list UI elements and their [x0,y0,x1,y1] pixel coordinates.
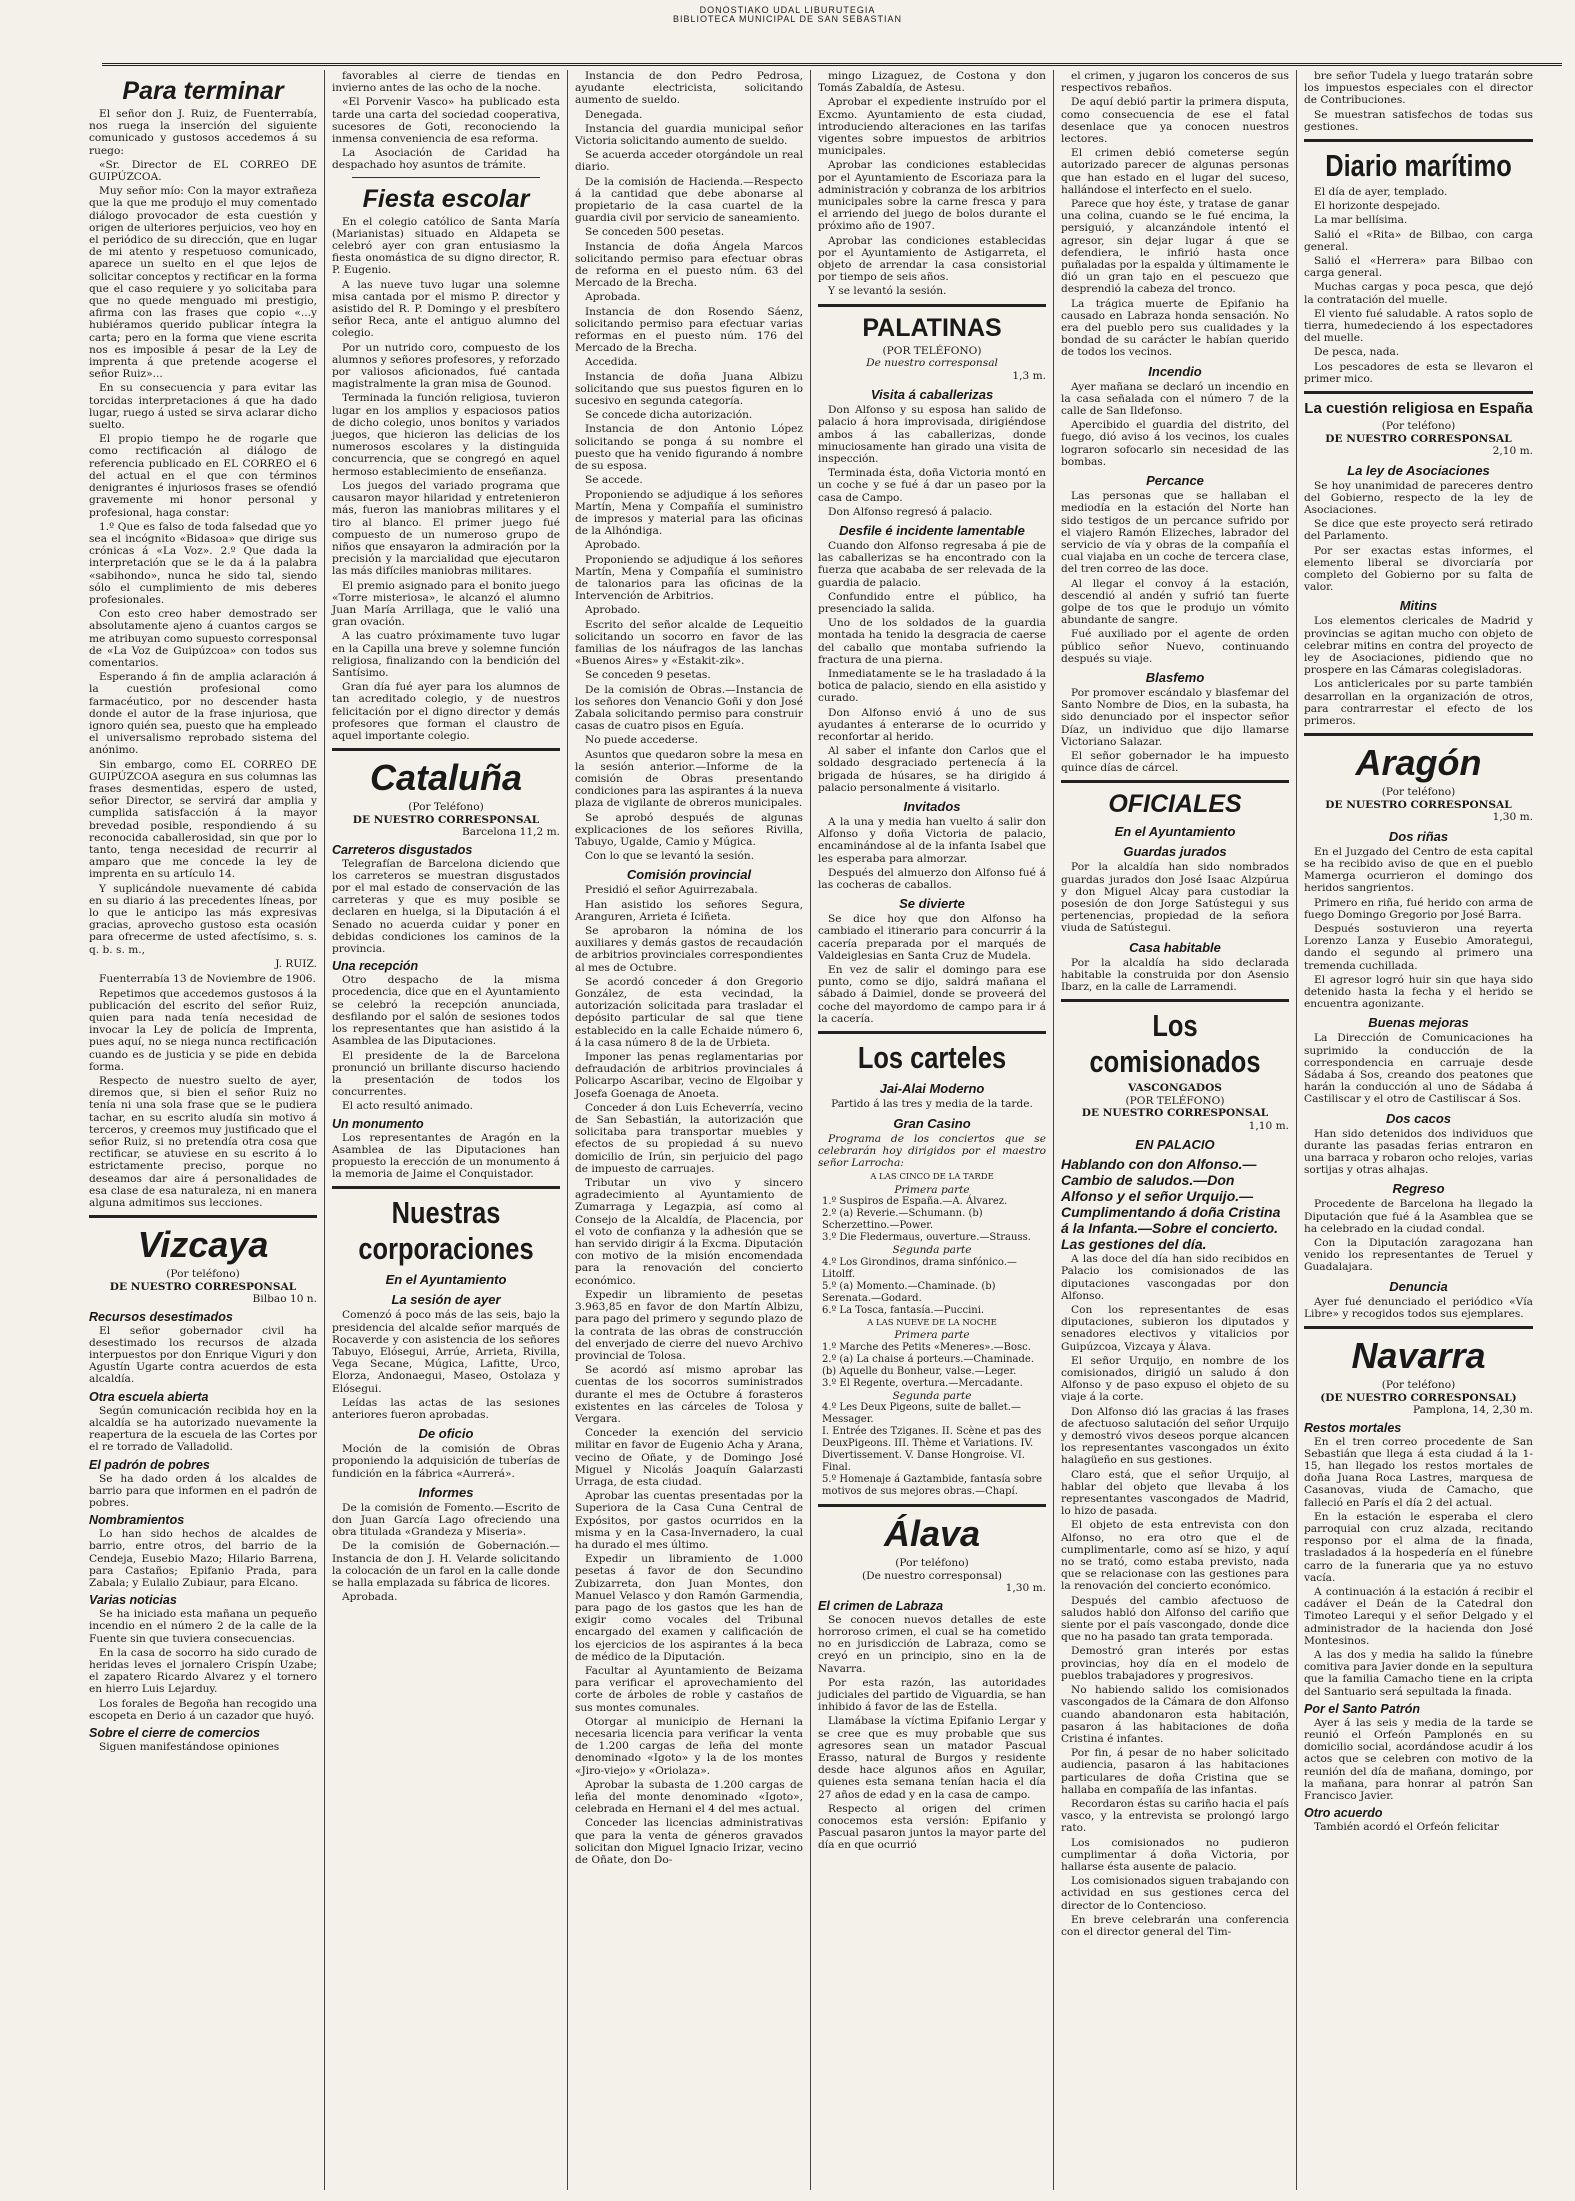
paragraph: El día de ayer, templado. [1314,186,1448,199]
paragraph: A continuación á la estación á recibir el cadáver el Deán de la Catedral don Timoteo Larequi y el señor Delgado y el administrador de la hacienda don José Montesinos. [1304,1585,1533,1647]
dateline: Barcelona 11,2 m. [461,826,560,839]
dateline: Bilbao 10 n. [252,1293,317,1306]
paragraph: Los pescadores de esta se llevaron el primer mico. [1304,360,1533,385]
byline: (Por teléfono) [895,1557,969,1570]
paragraph: Por la alcaldía han sido nombrados guardas jurados don José Isaac Alzpúrua y don Miguel Alcay para custodiar la posesión de don Jorge Satústegui y sus pertenencias, propiedad de la señora viuda de Satústegui. [1061,861,1289,935]
paragraph: Los elementos clericales de Madrid y provincias se agitan mucho con objeto de celebrar mitins en contra del proyecto de ley de Asociaciones, pidiendo que no prospere en las Cámaras colegisladoras. [1304,615,1533,677]
paragraph: Recordaron éstas su cariño hacia el país vasco, y la entrevista se prolongó largo rato. [1061,1797,1289,1835]
paragraph: Con los representantes de esas diputaciones, subieron los diputados y senadores electivos y vitalicios por Guipúzcoa, Vizcaya y Álava. [1061,1304,1289,1353]
paragraph: La Asociación de Caridad ha despachado hoy asuntos de trámite. [332,147,560,172]
paragraph: En su consecuencia y para evitar las torcidas interpretaciones á que ha dado lugar, ruego á usted se sirva aclarar dicho suelto. [89,382,317,432]
paragraph: Aprobada. [585,291,641,304]
section-rule [89,1215,317,1218]
paragraph: «Sr. Director de EL CORREO DE GUIPÚZCOA. [89,158,317,184]
paragraph: Los forales de Begoña han recogido una escopeta en Derio á un cazador que huyó. [89,1697,317,1722]
paragraph: Han asistido los señores Segura, Aranguren, Arrieta é Iciñeta. [575,898,803,923]
program-item: I. Entrée des Tziganes. II. Scène et pas des DeuxPigeons. III. Thème et Variations. IV. Divertissement. V. Danse Hongroise. VI. Final. [822,1426,1042,1474]
section-rule [1304,139,1533,142]
subheading: La sesión de ayer [391,1292,501,1308]
subheading: Mitins [1399,598,1438,614]
section-rule [332,1186,560,1189]
paragraph: Los anticlericales por su parte también desarrollan en la organización de otros, para contrarrestar el efecto de los primeros. [1304,678,1533,728]
subheading: Varias noticias [89,1593,177,1608]
paragraph: Claro está, que el señor Urquijo, al hablar del objeto que llevaba á los representantes vascongados de Madrid, lo hizo de pasada. [1061,1468,1289,1518]
paragraph: Respecto de nuestro suelto de ayer, diremos que, si bien el señor Ruiz no tenía ni una sola frase que se le pudiera tachar, en su escrito aludía sin motivo á terceros, y creemos muy justificado que el señor Ruiz, si no pretendía otra cosa que rectificar, se atuviese en su escrito á lo estrictamente preciso, porque no deseamos dar aire á personalidades de esa clase de esa naturaleza, ni en manera alguna admitimos sus lecciones. [89,1074,317,1209]
paragraph: Por un nutrido coro, compuesto de los alumnos y señores profesores, y reforzado por valiosos aficionados, fué cantada magistralmente la gran misa de Gounod. [332,341,560,391]
section-rule [1061,999,1289,1002]
program-item: 2.º (a) La chaise á porteurs.—Chaminade. (b) Aquelle du Bonheur, valse.—Leger. [822,1353,1035,1377]
subheading: Casa habitable [1129,939,1221,955]
paragraph: Se dice hoy que don Alfonso ha cambiado el itinerario para concurrir á la cacería preparada por el marqués de Valdeiglesias en Santa Cruz de Mudela. [818,913,1046,962]
paragraph: En vez de salir el domingo para ese punto, como se dijo, saldrá mañana el sábado á Daimiel, donde se proveerá del coche del mayordomo de campo para ir á la cacería. [818,964,1046,1025]
section-rule [1304,391,1533,394]
paragraph: Por la alcaldía ha sido declarada habitable la construida por don Asensio Ibarz, en la calle de Larramendi. [1061,956,1289,993]
paragraph: El acto resultó animado. [342,1100,473,1113]
paragraph: Por ser exactas estas informes, el elemento liberal se divorciaría por completo del Gobierno por su falta de valor. [1304,544,1533,594]
library-stamp: DONOSTIAKO UDAL LIBURUTEGIA BIBLIOTECA MUNICIPAL DE SAN SEBASTIAN [672,5,903,24]
paragraph: Proponiendo se adjudique á los señores Martín, Mena y Compañía el suministro de impresos y material para las oficinas de la Alhóndiga. [575,488,803,538]
subheading: Otro acuerdo [1304,1806,1383,1821]
paragraph: Se hoy unanimidad de pareceres dentro del Gobierno, respecto de la ley de Asociaciones. [1304,479,1533,516]
paragraph: El horizonte despejado. [1314,200,1441,213]
paragraph: Expedir un libramiento de pesetas 3.963,85 en favor de don Martín Albizu, para pago del primero y segundo plazo de la contrata de las obras de construcción del enverjado de cierre del nuevo Archivo provincial de Tolosa. [575,1288,803,1362]
paragraph: Los juegos del variado programa que causaron mayor hilaridad y entretenieron más, fueron las maniobras militares y el tiro al blanco. El primer juego fué compuesto de un numeroso grupo de niños que ensayaron la admiración por la precisión y la marcialidad que ejecutaron las más difíciles maniobras militares. [332,479,560,578]
subheading: Invitados [903,799,961,815]
program-item: 5.º (a) Momento.—Chaminade. (b) Serenata.—Godard. [822,1280,996,1304]
paragraph: Fué auxiliado por el agente de orden público señor Nuevo, continuando después su viaje. [1061,628,1289,665]
paragraph: El señor gobernador civil ha desestimado los recursos de alzada interpuestos por don Enrique Viguri y don Agustín Ugarte contra acuerdos de esta alcaldía. [89,1324,317,1386]
headline-diario-maritimo: Diario marítimo [1325,148,1512,184]
paragraph: Se conocen nuevos detalles de este horroroso crimen, el cual se ha cometido no en jurisdicción de Labraza, como se creyó en un principio, sino en la de Navarra. [818,1613,1046,1675]
column-4 [811,70,1054,2190]
headline-aragon: Aragón [1355,742,1482,784]
section-rule [1304,733,1533,736]
paragraph: En breve celebrarán una conferencia con el director general del Tim- [1061,1913,1289,1938]
paragraph: Leídas las actas de las sesiones anteriores fueron aprobadas. [332,1396,560,1421]
dateline: 1,30 m. [1492,811,1533,824]
subheading: Se divierte [899,896,965,912]
subheading: Restos mortales [1304,1420,1402,1435]
paragraph: Conceder la exención del servicio militar en favor de Eugenio Acha y Arana, vecino de Oñate, y de Domingo José Miguel y Nicolás Joaquín Galarzasti Urraga, de esta ciudad. [575,1427,803,1488]
subheading: El padrón de pobres [89,1457,210,1472]
paragraph: Don Alfonso dió las gracias á las frases de afectuoso salutación del señor Urquijo y demostró vivos deseos porque alcancen los representantes vascongados un éxito halagüeño en sus gestiones. [1061,1405,1289,1467]
subheading: Visita á caballerizas [870,387,994,403]
paragraph: A las nueve tuvo lugar una solemne misa cantada por el mismo P. director y asistido del R. P. Domingo y el presbítero señor Reca, ante el antiguo alumno del colegio. [332,278,560,340]
paragraph: Se aprobaron la nómina de los auxiliares y demás gastos de recaudación de arbitrios provinciales correspondientes al mes de Octubre. [575,925,803,974]
paragraph: Terminada ésta, doña Victoria montó en un coche y se fué á dar un paseo por la casa de Campo. [818,467,1046,504]
byline: (DE NUESTRO CORRESPONSAL) [1320,1391,1517,1404]
byline: (De nuestro corresponsal) [861,1569,1003,1582]
page-header [0,0,1575,60]
paragraph: Después del cambio afectuoso de saludos habló don Alfonso del cariño que siente por el país vascongado, donde dice que no ha pasado tan grata temporada. [1061,1594,1289,1644]
subheading: Un monumento [332,1116,424,1131]
paragraph: El premio asignado para el bonito juego «Torre misteriosa», le alcanzó el alumno Juan María Arrillaga, que le valió una gran ovación. [332,579,560,629]
program-item: 3.º El Regente, overtura.—Mercadante. [822,1377,1023,1389]
dateline: Pamplona, 14, 2,30 m. [1412,1404,1533,1417]
paragraph: Don Alfonso y su esposa han salido de palacio á hora improvisada, dirigiéndose ambos á las caballerizas, donde minuciosamente han girado una visita de inspección. [818,404,1046,465]
paragraph: También acordó el Orfeón felicitar [1314,1821,1499,1834]
paragraph: El viento fué saludable. A ratos soplo de tierra, humedeciendo á los espectadores del muelle. [1304,307,1533,345]
paragraph: Inmediatamente se le ha trasladado á la botica de palacio, siendo en ella asistido y curado. [818,668,1046,705]
paragraph: El señor don J. Ruiz, de Fuenterrabía, nos ruega la inserción del siguiente comunicado y gustosos accedemos á su ruego: [89,108,317,157]
subheading: EN PALACIO [1135,1137,1215,1153]
subheading: Blasfemo [1145,669,1205,685]
paragraph: La Dirección de Comunicaciones ha suprimido la conducción de la correspondencia en carruaje desde Sádaba á Sos, creando dos peatones que harán la conducción al uno de Sádaba á Castiliscar y el otro de Castiliscar á Sos. [1304,1032,1533,1106]
paragraph: El crimen debió cometerse según autorizado parecer de algunas personas que han estado en el lugar del suceso, hallándose el interfecto en el suelo. [1061,147,1289,196]
paragraph: Ayer á las seis y media de la tarde se reunió el Orfeón Pamplonés en su domicilio social, acordándose acudir á los actos que se celebren con motivo de la reunión del día de mañana, domingo, por la mañana, para honrar al patrón San Francisco Javier. [1304,1716,1533,1802]
paragraph: Aprobado. [585,604,641,617]
paragraph: Procedente de Barcelona ha llegado la Diputación que fué á la Asamblea que se ha celebrado en la ciudad condal. [1304,1198,1533,1235]
paragraph: Moción de la comisión de Obras proponiendo la adquisición de tuberías de fundición en la fábrica «Aurrerá». [332,1443,560,1480]
paragraph: Se conceden 500 pesetas. [585,226,725,239]
paragraph: Y suplicándole nuevamente dé cabida en su diario á las precedentes líneas, por lo que le anticipo las más expresivas gracias, aprovecho gustoso esta ocasión para ofrecerme de usted afectísimo, s. s. q. b. s. m., [89,882,317,956]
paragraph: Al saber el infante don Carlos que el soldado desgraciado pertenecía á la brigada de húsares, se ha dirigido á palacio personalmente á visitarlo. [818,745,1046,794]
paragraph: Otorgar al municipio de Hernani la necesaria licencia para verificar la venta de 1.200 cargas de leña del monte denominado «Igoto» y la de los montes «Jiro-viejo» y «Oriolaza». [575,1715,803,1777]
rule [352,177,540,178]
paragraph: Aprobada. [342,1591,398,1604]
paragraph: Don Alfonso regresó á palacio. [828,505,993,518]
paragraph: El señor Urquijo, en nombre de los comisionados, dirigió un saludo á don Alfonso y de paso expuso el objeto de su viaje á la corte. [1061,1354,1289,1404]
paragraph: Instancia de doña Juana Albizu solicitando que sus puestos figuren en lo sucesivo en segunda categoría. [575,370,803,408]
paragraph: Escrito del señor alcalde de Lequeitio solicitando un socorro en favor de las familias de los náufragos de las lanchas «Buenos Aires» y «Estakit-zik». [575,618,803,668]
section-rule [818,304,1046,307]
paragraph: Expedir un libramiento de 1.000 pesetas á favor de don Secundino Zubizarreta, don Juan Montes, don Manuel Velasco y don Ramón Garmendia, para pago de los gastos que les han de exigir como vocales del Tribunal encargado del examen y calificación de los ejercicios de los aspirantes á la beca de médico de la Diputación. [575,1553,803,1663]
section-rule [818,1031,1046,1034]
subheading: Guardas jurados [1123,844,1227,860]
paragraph: De aquí debió partir la primera disputa, como consecuencia de ese el fatal desenlace que ya conocen nuestros lectores. [1061,96,1289,146]
paragraph: De la comisión de Fomento.—Escrito de don Juan García Lago ofreciendo una obra titulada «Grandeza y Miseria». [332,1501,560,1539]
byline: DE NUESTRO CORRESPONSAL [1081,1107,1269,1120]
paragraph: Se concede dicha autorización. [585,409,753,422]
paragraph: Tributar un vivo y sincero agradecimiento al Ayuntamiento de Zumarraga y Legazpia, así como al Consejo de la Alcaldía, de Placencia, por el voto de confianza y la adhesión que se han servido dirigir á la Excma. Diputación con motivo de la misión encomendada para la renovación del concierto económico. [575,1177,803,1287]
subheading: Carreteros disgustados [332,842,473,857]
paragraph: El agresor logró huir sin que haya sido detenido hasta la fecha y el herido se encuentra agonizante. [1304,973,1533,1011]
program-item: 1.º Suspiros de España.—A. Álvarez. [822,1196,1008,1208]
paragraph: La trágica muerte de Epifanio ha causado en Labraza honda sensación. No era del pueblo pero sus cualidades y la bondad de su carácter le habían querido de todos los vecinos. [1061,297,1289,359]
subheading: Otra escuela abierta [89,1389,209,1404]
headline-los-comisionados: Los comisionados [1089,1008,1261,1080]
paragraph: Apercibido el guardia del distrito, del fuego, dió aviso á los vecinos, los cuales lograron sofocarlo sin necesidad de las bombas. [1061,419,1289,468]
paragraph: El objeto de esta entrevista con don Alfonso, no era otro que el de cumplimentarle, como así se hizo, y aquí no se trató, como estaba previsto, nada que se relacionase con las gestiones para la renovación del concierto económico. [1061,1519,1289,1593]
byline: VASCONGADOS [1128,1082,1222,1095]
paragraph: Parece que hoy éste, y tratase de ganar una colina, cuando se le fué encima, la persiguió, y alcanzándole intentó el agresor, sin dejar lugar á que se defendiera, le infirió hasta once puñaladas por la espalda y últimamente le dió un gran tajo en el pescuezo que desprendió la cabeza del tronco. [1061,198,1289,296]
paragraph: De la comisión de Hacienda.—Respecto á la cantidad que debe abonarse al propietario de la casa cuartel de la guardia civil por servicio de saneamiento. [575,175,803,225]
paragraph: Los comisionados siguen trabajando con actividad en sus gestiones cerca del director de lo Contencioso. [1061,1875,1289,1912]
paragraph: bre señor Tudela y luego tratarán sobre los impuestos especiales con el director de Contribuciones. [1304,70,1533,107]
paragraph: En la casa de socorro ha sido curado de heridas leves el jornalero Crispín Uzabe; el zapatero Ricardo Alvarez y el tornero en hierro Luis Lejarduy. [89,1646,317,1696]
paragraph: Instancia de don Antonio López solicitando se ponga á su nombre el puesto que ha venido figurando á nombre de su esposa. [575,423,803,473]
paragraph: En el colegio católico de Santa María (Marianistas) situado en Aldapeta se celebró ayer con gran entusiasmo la fiesta onomástica de su digno director, R. P. Eugenio. [332,215,560,277]
paragraph: Al llegar el convoy á la estación, descendió al andén y sufrió tan fuerte golpe de tos que le produjo un vómito abundante de sangre. [1061,577,1289,627]
paragraph: Aprobar las condiciones establecidas por el Ayuntamiento de Escoriaza para la administración y cobranza de los arbitrios municipales sobre la carne fresca y para el arriendo del juego de bolos durante el próximo año de 1907. [818,159,1046,233]
paragraph: Proponiendo se adjudique á los señores Martín, Mena y Compañía el suministro de talonarios para las oficinas de la Intervención de Arbitrios. [575,553,803,603]
paragraph: Llamábase la víctima Epifanio Lergar y se cree que es muy probable que sus agresores sean un matador Pascual Erasso, natural de Burgos y residente desde hace algunos años en Aguilar, quienes esta semana tenían hacia el día 27 años de edad y en la casa de campo. [818,1715,1046,1801]
paragraph: Se aprobó después de algunas explicaciones de los señores Rivilla, Tabuyo, Ugalde, Camio y Múgica. [575,811,803,848]
paragraph: Salió el «Rita» de Bilbao, con carga general. [1304,228,1533,253]
section-rule [332,748,560,751]
paragraph: Se acordó así mismo aprobar las cuentas de los socorros suministrados durante el mes de Octubre á forasteros existentes en las cárceles de Tolosa y Vergara. [575,1364,803,1425]
byline: (Por Teléfono) [408,801,484,814]
headline-cataluna: Cataluña [369,757,523,799]
paragraph: El presidente de la de Barcelona pronunció un brillante discurso haciendo la presentación de todos los concurrentes. [332,1049,560,1099]
paragraph: En el tren correo procedente de San Sebastián que llega á esta ciudad á la 1-15, han llegado los restos mortales de doña Juana Roca Lastres, marquesa de Casanovas, viuda de Camacho, que falleció en París el día 2 del actual. [1304,1435,1533,1509]
paragraph: Ayer fué denunciado el periódico «Vía Libre» y recogidos todos sus ejemplares. [1304,1295,1533,1320]
paragraph: Salió el «Herrera» para Bilbao con carga general. [1304,255,1533,280]
byline: (Por teléfono) [166,1268,240,1281]
paragraph: Respecto al origen del crimen conocemos esta versión: Epifanio y Pascual pasaron juntos la mayor parte del día en que ocurrió [818,1802,1046,1852]
paragraph: Se ha iniciado esta mañana un pequeño incendio en el número 2 de la calle de la Fuente sin que tuviera consecuencias. [89,1608,317,1645]
paragraph: «El Porvenir Vasco» ha publicado esta tarde una carta del sociedad cooperativa, sucesores de Goti, reconociendo la inmensa conveniencia de esa reforma. [332,96,560,146]
paragraph: Primero en riña, fué herido con arma de fuego Domingo Gregorio por José Barra. [1304,896,1533,921]
byline: (Por teléfono) [1381,786,1456,799]
paragraph: A la una y media han vuelto á salir don Alfonso y doña Victoria de palacio, encaminándose al de la infanta Isabel que les esperaba para almorzar. [818,816,1046,865]
dateline: 2,10 m. [1492,445,1533,458]
paragraph: Confundido entre el público, ha presenciado la salida. [818,590,1046,615]
section-rule [1061,780,1289,783]
paragraph: No puede accederse. [585,734,698,747]
headline-nuestras-corporaciones: Nuestras corporaciones [358,1195,534,1267]
subheading: Incendio [1148,363,1202,379]
paragraph: Han sido detenidos dos individuos que durante las pasadas ferias entraron en una barraca y robaron ocho relojes, varias sortijas y otras alhajas. [1304,1127,1533,1177]
paragraph: Telegrafían de Barcelona diciendo que los carreteros se muestran disgustados por el mal estado de conservación de las carreteras y que es muy posible se declaren en huelga, si la Diputación á el Senado no acuerda cuidar y poner en debidas condiciones los caminos de la provincia. [332,857,560,956]
headline-palatinas: PALATINAS [862,313,1002,342]
program-part: Segunda parte [892,1244,972,1257]
subheading: En el Ayuntamiento [385,1272,507,1288]
paragraph: A las cuatro próximamente tuvo lugar en la Capilla una breve y solemne función religiosa, finalizando con la bendición del Santísimo. [332,630,560,679]
subheading: En el Ayuntamiento [1114,824,1236,840]
program-item: 4.º Les Deux Pigeons, suite de ballet.—Messager. [822,1402,1021,1426]
column-6 [1297,70,1540,2190]
program-time: A LAS NUEVE DE LA NOCHE [867,1317,997,1328]
byline: DE NUESTRO CORRESPONSAL [1325,432,1512,445]
section-rule [1304,1326,1533,1329]
column-5 [1054,70,1297,2190]
paragraph: favorables al cierre de tiendas en invierno antes de las ocho de la noche. [332,70,560,95]
paragraph: Instancia de doña Ángela Marcos solicitando permiso para efectuar obras de reforma en el puesto núm. 63 del Mercado de la Brecha. [575,240,803,290]
paragraph: Se dice que este proyecto será retirado del Parlamento. [1304,518,1533,543]
paragraph: Comenzó á poco más de las seis, bajo la presidencia del alcalde señor marqués de Rocaverde y con asistencia de los señores Tabuyo, Elósegui, Arrúe, Arrieta, Rivilla, Vega Secane, Múgica, Lafitte, Urco, Elorza, Andonaegui, Maseo, Ostolaza y Elósegui. [332,1309,560,1395]
paragraph: Después sostuvieron una reyerta Lorenzo Lanza y Eusebio Amorategui, dando el segundo al primero una tremenda cuchillada. [1304,922,1533,972]
column-2 [325,70,568,2190]
byline: (POR TELÉFONO) [882,344,982,357]
paragraph: Con la Diputación zaragozana han venido los representantes de Teruel y Guadalajara. [1304,1237,1533,1274]
paragraph: Por esta razón, las autoridades judiciales del partido de Viguardia, se han inhibido á favor de las de Estella. [818,1676,1046,1714]
paragraph: La mar bellísima. [1314,214,1408,227]
paragraph: Según comunicación recibida hoy en la alcaldía se ha autorizado nuevamente la reapertura de la escuela de las Cortes por el re torrado de Valladolid. [89,1404,317,1454]
headline-vizcaya: Vizcaya [137,1224,269,1266]
paragraph: A las dos y media ha salido la fúnebre comitiva para Javier donde en la sepultura que la familia Camacho tiene en la cripta del Santuario será sepultada la finada. [1304,1648,1533,1698]
program-item: 6.º La Tosca, fantasía.—Puccini. [822,1304,985,1316]
paragraph: De la comisión de Gobernación.—Instancia de don J. H. Velarde solicitando la colocación de un farol en la calle donde se halla emplazada su fábrica de licores. [332,1540,560,1589]
paragraph: Lo han sido hechos de alcaldes de barrio, entre otros, del barrio de la Cendeja, Eusebio Mazo; Hilario Barrena, para Castaños; Epifanio Prada, para Zabala; y Eulalio Zubiaur, para Elcano. [89,1528,317,1589]
paragraph: Los comisionados no pudieron cumplimentar á doña Victoria, por hallarse ésta ausente de palacio. [1061,1836,1289,1873]
subheading-comision-provincial: Comisión provincial [626,867,752,883]
paragraph: Otro despacho de la misma procedencia, dice que en el Ayuntamiento se celebró la recepción anunciada, desfilando por el salón de sesiones todos los representantes que han asistido á la Asamblea de las Diputaciones. [332,974,560,1048]
byline: De nuestro corresponsal [866,357,998,370]
paragraph: Por fin, á pesar de no haber solicitado audiencia, pasaron á las habitaciones particulares de doña Cristina que se hallaba en compañía de las infantas. [1061,1747,1289,1796]
headline-los-carteles: Los carteles [857,1040,1007,1076]
paragraph: Se accede. [585,474,643,487]
paragraph: Aprobar las condiciones establecidas por el Ayuntamiento de Astigarreta, el objeto de arrendar la casa consistorial por tiempo de seis años. [818,234,1046,284]
program-part: Segunda parte [892,1389,972,1402]
paragraph: El propio tiempo he de rogarle que como rectificación al diálogo de referencia publicado en EL CORREO el 6 del actual en el que con términos denigrantes é injuriosos frases se ofendió gravemente mi honor personal y profesional, haga constar: [89,433,317,519]
paragraph: Sin embargo, como EL CORREO DE GUIPÚZCOA asegura en sus columnas las frases desmentidas, espero de usted, señor Director, se servirá dar amplia y cumplida satisfacción á la mayor brevedad posible, respondiendo á su reconocida caballerosidad, sin que por lo tanto, tenga necesidad de recurrir al amparo que me concede la ley de imprenta en su artículo 14. [89,758,317,881]
paragraph: El señor gobernador le ha impuesto quince días de cárcel. [1061,749,1289,775]
headline-fiesta-escolar: Fiesta escolar [362,184,530,213]
paragraph: De la comisión de Obras.—Instancia de los señores don Venancio Goñi y don José Zabala solicitando permiso para construir casas de cuatro pisos en Eguía. [575,683,803,733]
paragraph: el crimen, y jugaron los conceros de sus respectivos rebaños. [1061,70,1289,95]
program-item: 3.º Die Fledermaus, ouverture.—Strauss. [822,1232,1031,1244]
subheading: Una recepción [332,959,419,974]
paragraph: Las personas que se hallaban el mediodía en la estación del Norte han sido testigos de un percance sufrido por el viajero Ramón Elizeches, labrador del servicio de vía y obras de la compañía el cual viajaba en un coche de tercera clase, del tren correo de las doce. [1061,490,1289,576]
dateline: Fuenterrabía 13 de Noviembre de 1906. [99,973,316,986]
paragraph: Y se levantó la sesión. [828,285,947,298]
subheading: Recursos desestimados [89,1309,233,1324]
headline-oficiales: OFICIALES [1108,790,1242,819]
paragraph: A las doce del día han sido recibidos en Palacio los comisionados de las diputaciones vascongadas por don Alfonso. [1061,1253,1289,1302]
byline: DE NUESTRO CORRESPONSAL [109,1280,297,1293]
byline: (Por teléfono) [1381,1379,1456,1392]
paragraph: Se acordó conceder á don Gregorio González, de esta vecindad, la autorización solicitada para trasladar el depósito particular de sal que tiene establecido en la calle Echaide número 6, á la casa número 8 de la de Urbieta. [575,975,803,1049]
subheading: Por el Santo Patrón [1304,1701,1420,1716]
subheading: La ley de Asociaciones [1347,462,1490,478]
paragraph: Imponer las penas reglamentarias por defraudación de arbitrios provinciales á Policarpo Ascaribar, vecino de Elgoibar y Josefa Goenaga de Anoeta. [575,1051,803,1100]
paragraph: Repetimos que accedemos gustosos á la publicación del escrito del señor Ruiz, quien para nada tenía necesidad de invocar la Ley de policía de Imprenta, pues aquí, no se niega nunca rectificación cuando es de justicia y se pide en debida forma. [89,987,317,1073]
subheading: Percance [1146,473,1204,489]
column-3 [568,70,811,2190]
subheading: Dos cacos [1385,1110,1452,1126]
paragraph: De pesca, nada. [1314,346,1400,359]
byline: DE NUESTRO CORRESPONSAL [352,813,540,826]
headline-alava: Álava [883,1513,981,1555]
paragraph: Denegada. [585,108,643,121]
paragraph: Terminada la función religiosa, tuvieron lugar en los amplios y espaciosos patios de dicho colegio, unos bonitos y variados juegos, que hicieron las delicias de los numerosos escolares y la distinguida concurrencia, que se congregó en aquel hermoso establecimiento de enseñanza. [332,392,560,478]
subheading: Denuncia [1389,1278,1448,1294]
columns [82,70,1542,2190]
program-item: 1.º Marche des Petits «Meneres».—Bosc. [822,1341,1031,1353]
program-item: 5.º Homenaje á Gaztambide, fantasía sobre motivos de sus mejores obras.—Chapí. [822,1474,1043,1498]
subheading: Buenas mejoras [1368,1015,1469,1031]
subheading: Nombramientos [89,1513,185,1528]
paragraph: Presidió el señor Aguirrezabala. [585,884,758,897]
program-part: Primera parte [894,1183,970,1196]
paragraph: Por promover escándalo y blasfemar del Santo Nombre de Dios, en la subasta, ha sido denunciado por el inspector señor Díaz, un individuo que dijo llamarse Victoriano Salazar. [1061,686,1289,748]
section-rule [818,1504,1046,1507]
subheading: Jai-Alai Moderno [879,1081,985,1097]
byline: DE NUESTRO CORRESPONSAL [1325,798,1512,811]
paragraph: Asuntos que quedaron sobre la mesa en la sesión anterior.—Informe de la comisión de Obras presentando condiciones para las aspirantes á la nueva plaza de vigilante de obreros municipales. [575,748,803,810]
paragraph: Ayer mañana se declaró un incendio en la casa señalada con el número 7 de la calle de San Ildefonso. [1061,380,1289,418]
dateline: 1,3 m. [1012,369,1046,382]
paragraph: Muy señor mío: Con la mayor extrañeza que la que me produjo el muy comentado diálogo provocador de esta cuestión y origen de ulteriores perjuicios, veo hoy en el periódico de su dirección, que en lugar de mi atento y respetuoso comunicado, aparece un suelto en el que lejos de solicitar conceptos y rectificar en la forma que el caso requiere y yo solicitaba para que no quede menguado mi prestigio, afirma con las frases que copio «...y hubiéramos querido publicar íntegra la carta; pero en la forma que viene escrita nos es imposible á pesar de la Ley de imprenta á que pretende acogerse el señor Ruiz»... [89,185,317,381]
paragraph: Se muestran satisfechos de todas sus gestiones. [1304,108,1533,133]
paragraph: Se acuerda acceder otorgándole un real diario. [575,149,803,174]
subheading: Desfile é incidente lamentable [839,522,1025,538]
headline-cuestion-religiosa: La cuestión religiosa en España [1304,400,1533,418]
paragraph: Aprobar el expediente instruído por el Excmo. Ayuntamiento de esta ciudad, introduciendo alteraciones en las tarifas vigentes sobre impuestos de arbitrios municipales. [818,96,1046,158]
paragraph: Conceder las licencias administrativas que para la venta de géneros gravados solicitan don Miguel Ignacio Irizar, vecino de Oñate, don Do- [575,1817,803,1867]
subheading: De oficio [418,1426,474,1442]
paragraph: Aprobar la subasta de 1.200 cargas de leña del monte denominado «Igoto», celebrada en Hernani el 4 del mes actual. [575,1778,803,1816]
paragraph: Con esto creo haber demostrado ser absolutamente ajeno á cuantos cargos se me atribuyan como supuesto corresponsal de «La Voz de Guipúzcoa» con todos sus comentarios. [89,608,317,669]
subheading: Dos riñas [1388,828,1449,844]
subheading: Informes [418,1484,474,1500]
headline-navarra: Navarra [1351,1335,1486,1377]
paragraph: Se conceden 9 pesetas. [585,669,711,682]
program-time: A LAS CINCO DE LA TARDE [870,1172,994,1183]
paragraph: Instancia de don Pedro Pedrosa, ayudante electricista, solicitando aumento de sueldo. [575,70,803,107]
paragraph: Accedida. [585,356,638,369]
paragraph: Don Alfonso envió á uno de sus ayudantes á enterarse de lo ocurrido y reconfortar al herido. [818,706,1046,744]
signature: J. RUIZ. [275,957,317,970]
dateline: 1,30 m. [1005,1582,1046,1595]
paragraph: Gran día fué ayer para los alumnos de tan acreditado colegio, y de nuestros felicitación por el digno director y demás profesores que forman el claustro de aquel importante colegio. [332,681,560,742]
program-item: 4.º Los Girondinos, drama sinfónico.—Litolff. [822,1256,1017,1280]
byline: (Por teléfono) [1381,420,1456,433]
paragraph: Muchas cargas y poca pesca, que dejó la contratación del muelle. [1304,281,1533,306]
paragraph: mingo Lizaguez, de Costona y don Tomás Zabaldía, de Astesu. [818,70,1046,95]
summary-heading: Hablando con don Alfonso.—Cambio de saludos.—Don Alfonso y el señor Urquijo.—Cumplimentando á doña Cristina á la Infanta.—Sobre el concierto. Las gestiones del día. [1061,1156,1281,1253]
subheading: Gran Casino [893,1115,971,1131]
paragraph: Aprobado. [585,539,641,552]
paragraph: Programa de los conciertos que se celebrarán hoy dirigidos por el maestro señor Larrocha: [818,1132,1046,1169]
paragraph: Los representantes de Aragón en la Asamblea de las Diputaciones han propuesto la erección de un monumento á la memoria de Jaime el Conquistador. [332,1131,560,1181]
column-1 [82,70,325,2190]
header-rule [102,63,1562,66]
caption: Partido á las tres y media de la tarde. [831,1098,1033,1111]
paragraph: Uno de los soldados de la guardia montada ha tenido la desgracia de caerse del caballo que montaba sufriendo la fractura de una pierna. [818,617,1046,666]
subheading: Regreso [1392,1181,1445,1197]
paragraph: Instancia del guardia municipal señor Victoria solicitando aumento de sueldo. [575,122,803,148]
paragraph: Después del almuerzo don Alfonso fué á las cocheras de caballos. [818,866,1046,892]
paragraph: Demostró gran interés por estas provincias, hoy día en el modelo de pueblos trabajadores y progresivos. [1061,1645,1289,1682]
subheading: Sobre el cierre de comercios [89,1725,260,1740]
paragraph: En el Juzgado del Centro de esta capital se ha recibido aviso de que en el pueblo Mamerga ocurrieron el domingo dos heridos sangrientos. [1304,845,1533,895]
paragraph: Conceder á don Luis Echeverría, vecino de San Sebastián, la autorización que solicitaba para transportar muebles y efectos de su propiedad á su nuevo domicilio de Irún, sin perjuicio del pago de impuesto de carruajes. [575,1101,803,1175]
paragraph: En la estación le esperaba el clero parroquial con cruz alzada, recitando responso por el alma de la finada, trasladados á la hospedería en el fúnebre carro de la funeraria que ya no estuvo vacía. [1304,1510,1533,1584]
paragraph: Facultar al Ayuntamiento de Beizama para verificar el aprovechamiento del corte de árboles de roble y castaños de sus montes comunales. [575,1664,803,1714]
paragraph: Con lo que se levantó la sesión. [585,850,755,863]
program-part: Primera parte [894,1329,970,1342]
program-item: 2.º (a) Reverie.—Schumann. (b) Scherzettino.—Power. [822,1208,983,1232]
paragraph: Instancia de don Rosendo Sáenz, solicitando permiso para efectuar varias reformas en el puesto núm. 176 del Mercado de la Brecha. [575,305,803,355]
byline: (POR TELÉFONO) [1125,1094,1225,1107]
paragraph: Se ha dado orden á los alcaldes de barrio para que informen en el padrón de pobres. [89,1472,317,1509]
paragraph: Siguen manifestándose opiniones [99,1740,280,1753]
headline-para-terminar: Para terminar [122,77,284,105]
dateline: 1,10 m. [1248,1119,1289,1132]
paragraph: Cuando don Alfonso regresaba á pie de las caballerizas se ha encontrado con la fuerza que acababa de ser relevada de la guardia de palacio. [818,539,1046,589]
paragraph: 1.º Que es falso de toda falsedad que yo sea el incógnito «Bidasoa» que dirige sus crónicas á «La Voz». 2.º Que dada la interpretación que se le da á la palabra «sabihondo», nunca he sido tal, siendo sólo el cumplimiento de mis deberes profesionales. [89,520,317,606]
paragraph: Aprobar las cuentas presentadas por la Superiora de la Casa Cuna Central de Expósitos, por gastos ocurridos en la misma y en la Casa-Invernadero, la cual ha durado el mes último. [575,1490,803,1551]
paragraph: Esperando á fin de amplia aclaración á la cuestión profesional como farmacéutico, por no descender hasta donde el autor de la frase injuriosa, que ignoro quién sea, puesto que ha empleado el universalismo reprobado sistema del anónimo. [89,671,317,757]
subheading: El crimen de Labraza [818,1598,944,1613]
paragraph: No habiendo salido los comisionados vascongados de la Cámara de don Alfonso cuando abandonaron esta habitación, pasaron á las habitaciones de doña Cristina é infantes. [1061,1684,1289,1745]
